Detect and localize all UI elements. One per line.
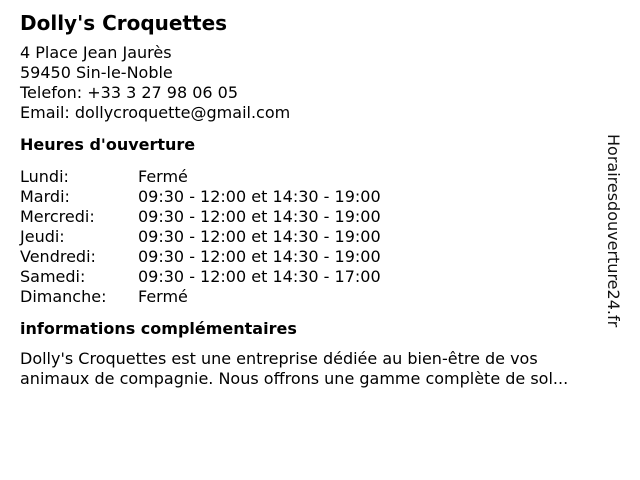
hours-day: Mercredi: — [20, 207, 95, 226]
business-card — [20, 10, 600, 389]
hours-time: 09:30 - 12:00 et 14:30 - 17:00 — [138, 267, 381, 286]
email-address: Email: dollycroquette@gmail.com — [20, 103, 291, 122]
hours-heading: Heures d'ouverture — [20, 135, 196, 154]
info-heading: informations complémentaires — [20, 319, 297, 338]
address-line-city: 59450 Sin-le-Noble — [20, 63, 173, 82]
hours-time: 09:30 - 12:00 et 14:30 - 19:00 — [138, 187, 381, 206]
phone-number: Telefon: +33 3 27 98 06 05 — [20, 83, 239, 102]
info-line: Dolly's Croquettes est une entreprise dédiée au bien-être de vos — [20, 349, 538, 368]
hours-day: Jeudi: — [20, 227, 65, 246]
info-line: animaux de compagnie. Nous offrons une gamme complète de sol... — [20, 369, 569, 388]
hours-row-friday — [20, 247, 600, 267]
hours-time: 09:30 - 12:00 et 14:30 - 19:00 — [138, 247, 381, 266]
hours-row-sunday — [20, 287, 600, 307]
site-watermark: Horairesdouverture24.fr — [604, 134, 623, 328]
hours-day: Dimanche: — [20, 287, 107, 306]
hours-time: 09:30 - 12:00 et 14:30 - 19:00 — [138, 227, 381, 246]
hours-row-thursday — [20, 227, 600, 247]
hours-day: Vendredi: — [20, 247, 96, 266]
hours-day: Mardi: — [20, 187, 70, 206]
hours-table — [20, 167, 600, 307]
hours-row-monday — [20, 167, 600, 187]
hours-day: Samedi: — [20, 267, 86, 286]
address-line-street: 4 Place Jean Jaurès — [20, 43, 172, 62]
hours-row-tuesday — [20, 187, 600, 207]
info-description — [20, 349, 620, 389]
hours-row-saturday — [20, 267, 600, 287]
contact-block — [20, 43, 600, 123]
hours-time: Fermé — [138, 167, 188, 186]
hours-time: 09:30 - 12:00 et 14:30 - 19:00 — [138, 207, 381, 226]
hours-day: Lundi: — [20, 167, 69, 186]
hours-time: Fermé — [138, 287, 188, 306]
business-name: Dolly's Croquettes — [20, 11, 228, 35]
hours-row-wednesday — [20, 207, 600, 227]
